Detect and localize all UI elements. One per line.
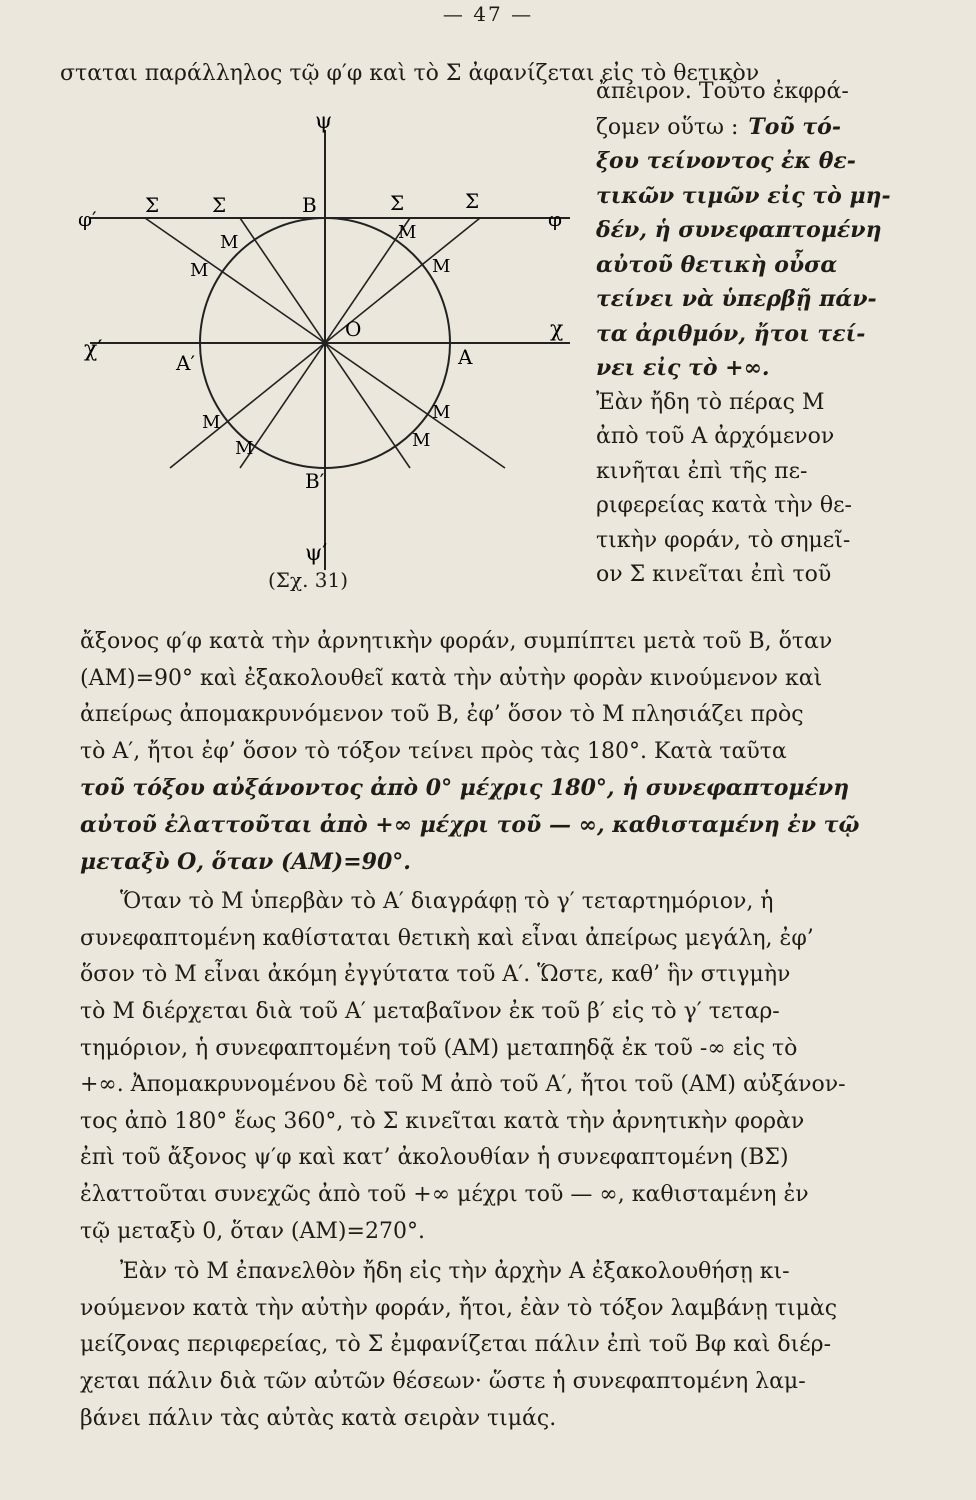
body-line: τοῦ τόξου αὐξάνοντος ἀπὸ 0° μέχρις 180°, ἡ συνεφαπτομένη	[80, 775, 850, 802]
label-psi-prime: ψ′	[305, 541, 328, 566]
right-column-line: ἄπειρον. Τοῦτο ἐκφρά-	[596, 79, 849, 104]
label-M-4: Μ	[432, 256, 451, 277]
body-line: συνεφαπτομένη καθίσταται θετικὴ καὶ εἶναι ἀπείρως μεγάλη, ἐφ’	[80, 925, 814, 951]
label-phi-left: φ′	[78, 207, 97, 231]
body-line: νούμενον κατὰ τὴν αὐτὴν φοράν, ἤτοι, ἐὰν τὸ τόξον λαμβάνῃ τιμὰς	[80, 1295, 838, 1321]
right-column-line: τικὴν φοράν, τὸ σημεῖ-	[596, 527, 851, 553]
label-sigma-3: Σ	[390, 191, 405, 215]
label-B-prime: Β′	[305, 469, 325, 493]
body-line: (ΑΜ)=90° καὶ ἐξακολουθεῖ κατὰ τὴν αὐτὴν φορὰν κινούμενον καὶ	[80, 665, 823, 691]
body-line: ἀπείρως ἀπομακρυνόμενον τοῦ Β, ἐφ’ ὅσον τὸ Μ πλησιάζει πρὸς	[80, 702, 804, 728]
body-line: +∞. Ἀπομακρυνομένου δὲ τοῦ Μ ἀπὸ τοῦ Α′, ἤτοι τοῦ (ΑΜ) αὐξάνον-	[80, 1072, 846, 1098]
right-column-line: κινῆται ἐπὶ τῆς πε-	[596, 458, 808, 484]
label-M-6: Μ	[235, 438, 254, 459]
right-column-line: αὐτοῦ θετικὴ οὖσα	[596, 251, 838, 278]
right-column-line: ξου τείνοντος ἐκ θε-	[596, 148, 856, 174]
body-line: τὸ Α′, ἤτοι ἐφ’ ὅσον τὸ τόξον τείνει πρὸς τὰς 180°. Κατὰ ταῦτα	[80, 738, 787, 764]
body-line: ὅσον τὸ Μ εἶναι ἀκόμη ἐγγύτατα τοῦ Α′. Ὥστε, καθ’ ἣν στιγμὴν	[80, 962, 791, 988]
body-line: τῷ μεταξὺ 0, ὅταν (ΑΜ)=270°.	[80, 1218, 425, 1244]
page-number: — 47 —	[442, 2, 534, 26]
body-line: Ἐὰν τὸ Μ ἐπανελθὸν ἤδη εἰς τὴν ἀρχὴν Α ἐξακολουθήσῃ κι-	[120, 1259, 790, 1285]
right-column-line: ριφερείας κατὰ τὴν θε-	[596, 493, 852, 518]
label-psi: ψ	[315, 109, 333, 134]
right-column-line: τικῶν τιμῶν εἰς τὸ μη-	[596, 182, 891, 209]
body-line: τημόριον, ἡ συνεφαπτομένη τοῦ (ΑΜ) μεταπηδᾷ ἐκ τοῦ -∞ εἰς τὸ	[80, 1035, 798, 1061]
right-column-line: τείνει νὰ ὑπερβῇ πάν-	[596, 286, 877, 312]
right-column-line: ζομεν οὕτω : Τοῦ τό-	[596, 113, 841, 140]
body-line: μεταξὺ Ο, ὅταν (ΑΜ)=90°.	[80, 848, 411, 875]
figure-unit-circle	[60, 100, 590, 590]
label-M-8: Μ	[412, 430, 431, 451]
label-sigma-4: Σ	[465, 189, 480, 213]
label-M-5: Μ	[202, 412, 221, 433]
label-chi-left: χ′	[84, 337, 103, 362]
label-O: Ο	[345, 317, 362, 341]
label-sigma-2: Σ	[212, 193, 227, 217]
body-line: τὸ Μ διέρχεται διὰ τοῦ Α′ μεταβαῖνον ἐκ τοῦ β′ εἰς τὸ γ′ τεταρ-	[80, 999, 780, 1024]
label-B: Β	[302, 193, 317, 217]
body-line: μείζονας περιφερείας, τὸ Σ ἐμφανίζεται πάλιν ἐπὶ τοῦ Βφ καὶ διέρ-	[80, 1332, 832, 1358]
figure-caption: (Σχ. 31)	[268, 568, 349, 592]
right-column-line: νει εἰς τὸ +∞.	[596, 355, 770, 381]
top-line: σταται παράλληλος τῷ φ′φ καὶ τὸ Σ ἀφανίζεται εἰς τὸ θετικὸν	[60, 61, 760, 86]
body-line: Ὅταν τὸ Μ ὑπερβὰν τὸ Α′ διαγράφῃ τὸ γ′ τεταρτημόριον, ἡ	[120, 889, 774, 915]
label-M-2: Μ	[190, 260, 209, 281]
label-phi-right: φ	[548, 207, 563, 231]
body-line: ἄξονος φ′φ κατὰ τὴν ἀρνητικὴν φοράν, συμπίπτει μετὰ τοῦ Β, ὅταν	[80, 629, 833, 654]
label-M-3: Μ	[398, 222, 417, 243]
right-column-line: δέν, ἡ συνεφαπτομένη	[596, 217, 882, 243]
label-M-1: Μ	[220, 232, 239, 253]
label-M-7: Μ	[432, 402, 451, 423]
right-column-line: ον Σ κινεῖται ἐπὶ τοῦ	[596, 562, 832, 587]
body-line: χεται πάλιν διὰ τῶν αὐτῶν θέσεων· ὥστε ἡ συνεφαπτομένη λαμ-	[80, 1369, 806, 1394]
body-line: αὐτοῦ ἐλαττοῦται ἀπὸ +∞ μέχρι τοῦ — ∞, καθισταμένη ἐν τῷ	[80, 812, 860, 838]
label-A: Α	[458, 345, 473, 369]
body-line: τος ἀπὸ 180° ἕως 360°, τὸ Σ κινεῖται κατὰ τὴν ἀρνητικὴν φορὰν	[80, 1108, 805, 1134]
right-column-line: Ἐὰν ἤδη τὸ πέρας Μ	[596, 389, 825, 415]
body-line: βάνει πάλιν τὰς αὐτὰς κατὰ σειρὰν τιμάς.	[80, 1405, 557, 1431]
label-chi-right: χ	[550, 317, 564, 342]
body-line: ἐλαττοῦται συνεχῶς ἀπὸ τοῦ +∞ μέχρι τοῦ — ∞, καθισταμένη ἐν	[80, 1182, 809, 1207]
label-sigma-1: Σ	[145, 193, 160, 217]
right-column-line: τα ἀριθμόν, ἤτοι τεί-	[596, 320, 866, 347]
body-line: ἐπὶ τοῦ ἄξονος ψ′φ καὶ κατ’ ἀκολουθίαν ἡ συνεφαπτομένη (ΒΣ)	[80, 1145, 789, 1171]
right-column-line: ἀπὸ τοῦ Α ἀρχόμενον	[596, 424, 835, 449]
label-A-prime: Α′	[176, 351, 195, 375]
